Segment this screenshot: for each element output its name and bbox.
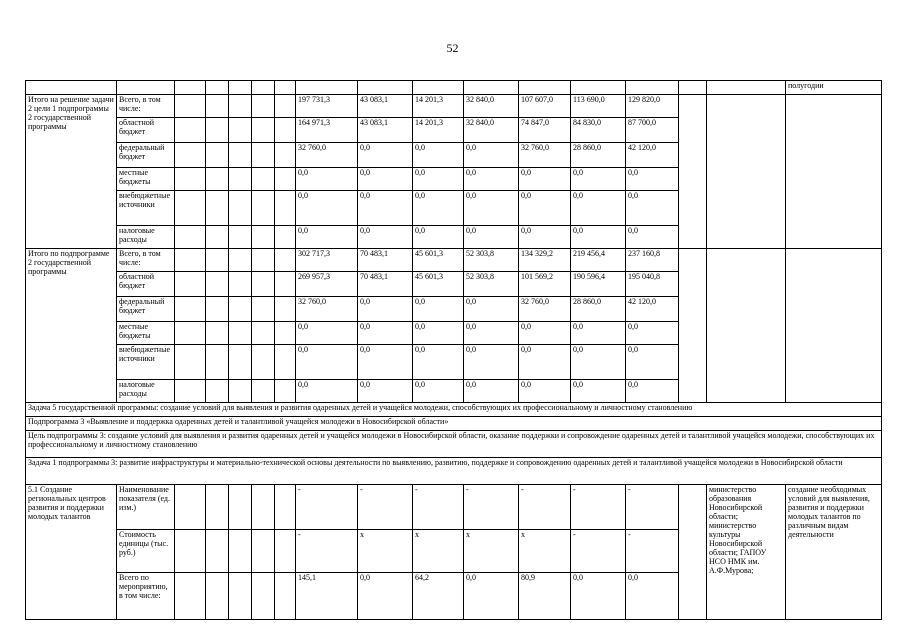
summary-block-goal [26,95,882,249]
value-cell: 0,0 [296,191,358,226]
value-cell: 0,0 [413,380,464,403]
funding-type: областной бюджет [117,118,175,143]
value-cell: 0,0 [464,345,519,380]
value-cell: 0,0 [571,168,626,191]
value-cell: 0,0 [519,191,571,226]
value-cell: 0,0 [464,226,519,249]
value-cell: 0,0 [571,322,626,345]
value-cell: 0,0 [626,168,679,191]
funding-type: Всего, в том числе: [117,249,175,272]
value-cell: 0,0 [571,226,626,249]
value-cell: - [571,485,626,530]
value-cell: - [519,485,571,530]
value-cell: 42 120,0 [626,297,679,322]
value-cell: 107 607,0 [519,95,571,118]
value-cell: 14 201,3 [413,95,464,118]
row-type: Всего по мероприятию, в том числе: [117,573,175,620]
value-cell: - [296,530,358,573]
value-cell: 0,0 [464,297,519,322]
value-cell: 0,0 [626,573,679,620]
value-cell: 0,0 [464,191,519,226]
value-cell: 0,0 [358,297,413,322]
value-cell: 0,0 [571,573,626,620]
value-cell: - [464,485,519,530]
value-cell: 0,0 [413,168,464,191]
value-cell: 0,0 [358,191,413,226]
value-cell: 0,0 [519,226,571,249]
value-cell: 0,0 [413,143,464,168]
value-cell: 74 847,0 [519,118,571,143]
page-number: 52 [446,41,459,55]
value-cell: 52 303,8 [464,272,519,297]
goal-heading: Цель подпрограммы 3: создание условий для выявления и развития одаренных детей и учащейся молодежи в Новосибирской области, оказание поддержки и сопровождение одаренных детей и талантливой учащейся молодежи, способствующих их профессиональному и личностному становлению [26,431,882,458]
summary-block-subprogram [26,249,882,403]
value-cell: 0,0 [358,168,413,191]
value-cell: 0,0 [296,168,358,191]
funding-type: налоговые расходы [117,226,175,249]
value-cell: 0,0 [464,322,519,345]
value-cell: 32 760,0 [296,143,358,168]
value-cell: 70 483,1 [358,249,413,272]
funding-type: налоговые расходы [117,380,175,403]
value-cell: 0,0 [413,297,464,322]
funding-type: Всего, в том числе: [117,95,175,118]
value-cell: 0,0 [571,191,626,226]
value-cell: 14 201,3 [413,118,464,143]
funding-type: внебюджетные источники [117,345,175,380]
value-cell: - [358,485,413,530]
value-cell: 43 083,1 [358,118,413,143]
value-cell: 134 329,2 [519,249,571,272]
value-cell: 129 820,0 [626,95,679,118]
measure-label: 5.1 Создание региональных центров развития и поддержки молодых талантов [26,485,117,620]
table-row [26,458,882,485]
value-cell: 195 040,8 [626,272,679,297]
value-cell: 45 601,3 [413,272,464,297]
measure-block [26,485,882,620]
table-row [26,403,882,417]
value-cell: 0,0 [358,380,413,403]
value-cell: - [413,485,464,530]
value-cell: 0,0 [464,380,519,403]
value-cell: - [626,530,679,573]
value-cell: 0,0 [358,345,413,380]
value-cell: 302 717,3 [296,249,358,272]
value-cell: 42 120,0 [626,143,679,168]
funding-type: местные бюджеты [117,168,175,191]
value-cell: 0,0 [464,168,519,191]
funding-type: федеральный бюджет [117,143,175,168]
table-row [26,81,882,95]
value-cell: х [358,530,413,573]
value-cell: 0,0 [358,573,413,620]
value-cell: 0,0 [519,380,571,403]
value-cell: 0,0 [296,322,358,345]
value-cell: 0,0 [464,573,519,620]
table-row [26,95,882,118]
value-cell: 0,0 [571,345,626,380]
value-cell: 164 971,3 [296,118,358,143]
value-cell: 0,0 [626,191,679,226]
value-cell: 0,0 [626,226,679,249]
value-cell: 219 456,4 [571,249,626,272]
value-cell: 87 700,0 [626,118,679,143]
value-cell: 0,0 [464,143,519,168]
block-label: Итого на решение задачи 2 цели 1 подпрограммы 2 государственной программы [26,95,117,249]
value-cell: х [413,530,464,573]
value-cell: 28 860,0 [571,143,626,168]
value-cell: - [626,485,679,530]
value-cell: - [296,485,358,530]
value-cell: 237 160,8 [626,249,679,272]
subprogram-heading: Подпрограмма 3 «Выявление и поддержка одаренных детей и талантливой учащейся молодежи в Новосибирской области» [26,417,882,431]
table-row [26,417,882,431]
value-cell: 0,0 [571,380,626,403]
value-cell: 64,2 [413,573,464,620]
value-cell: 0,0 [519,322,571,345]
section-headings [26,403,882,485]
value-cell: 0,0 [296,380,358,403]
value-cell: 0,0 [413,226,464,249]
value-cell: 32 840,0 [464,95,519,118]
value-cell: 70 483,1 [358,272,413,297]
value-cell: 0,0 [296,345,358,380]
value-cell: 0,0 [413,322,464,345]
executor-cell: министерство образования Новосибирской области; министерство культуры Новосибирской области; ГАПОУ НСО НМК им. А.Ф.Мурова; [707,485,786,620]
value-cell: 0,0 [358,143,413,168]
budget-table [25,80,882,620]
table-row [26,431,882,458]
value-cell: - [571,530,626,573]
table-row [26,485,882,530]
value-cell: 32 760,0 [519,297,571,322]
subtask-heading: Задача 1 подпрограммы 3: развитие инфраструктуры и материально-технической основы деятельности по выявлению, развитию, поддержке и сопровождению одаренных детей и талантливой учащейся молодежи в Новосибирской области [26,458,882,485]
value-cell: 28 860,0 [571,297,626,322]
value-cell: 32 840,0 [464,118,519,143]
value-cell: 0,0 [413,191,464,226]
value-cell: х [464,530,519,573]
block-label: Итого по подпрограмме 2 государственной программы [26,249,117,403]
funding-type: местные бюджеты [117,322,175,345]
value-cell: 145,1 [296,573,358,620]
value-cell: 101 569,2 [519,272,571,297]
value-cell: 0,0 [358,322,413,345]
value-cell: 197 731,3 [296,95,358,118]
value-cell: 0,0 [519,345,571,380]
value-cell: 190 596,4 [571,272,626,297]
value-cell: 0,0 [519,168,571,191]
value-cell: 0,0 [626,345,679,380]
value-cell: 0,0 [358,226,413,249]
value-cell: 84 830,0 [571,118,626,143]
result-cell: создание необходимых условий для выявления, развития и поддержки молодых талантов по различным видам деятельности [786,485,882,620]
value-cell: 0,0 [626,380,679,403]
value-cell: 269 957,3 [296,272,358,297]
value-cell: 0,0 [296,226,358,249]
value-cell: х [519,530,571,573]
value-cell: 45 601,3 [413,249,464,272]
row-type: Наименование показателя (ед. изм.) [117,485,175,530]
value-cell: 0,0 [413,345,464,380]
value-cell: 52 303,8 [464,249,519,272]
value-cell: 80,9 [519,573,571,620]
continuation-text: полугодии [786,81,882,95]
funding-type: областной бюджет [117,272,175,297]
funding-type: федеральный бюджет [117,297,175,322]
value-cell: 0,0 [626,322,679,345]
value-cell: 113 690,0 [571,95,626,118]
task-heading: Задача 5 государственной программы: создание условий для выявления и развития одаренных детей и учащейся молодежи, способствующих их профессиональному и личностному становлению [26,403,882,417]
value-cell: 43 083,1 [358,95,413,118]
funding-type: внебюджетные источники [117,191,175,226]
value-cell: 32 760,0 [296,297,358,322]
table-row [26,249,882,272]
row-type: Стоимость единицы (тыс. руб.) [117,530,175,573]
value-cell: 32 760,0 [519,143,571,168]
